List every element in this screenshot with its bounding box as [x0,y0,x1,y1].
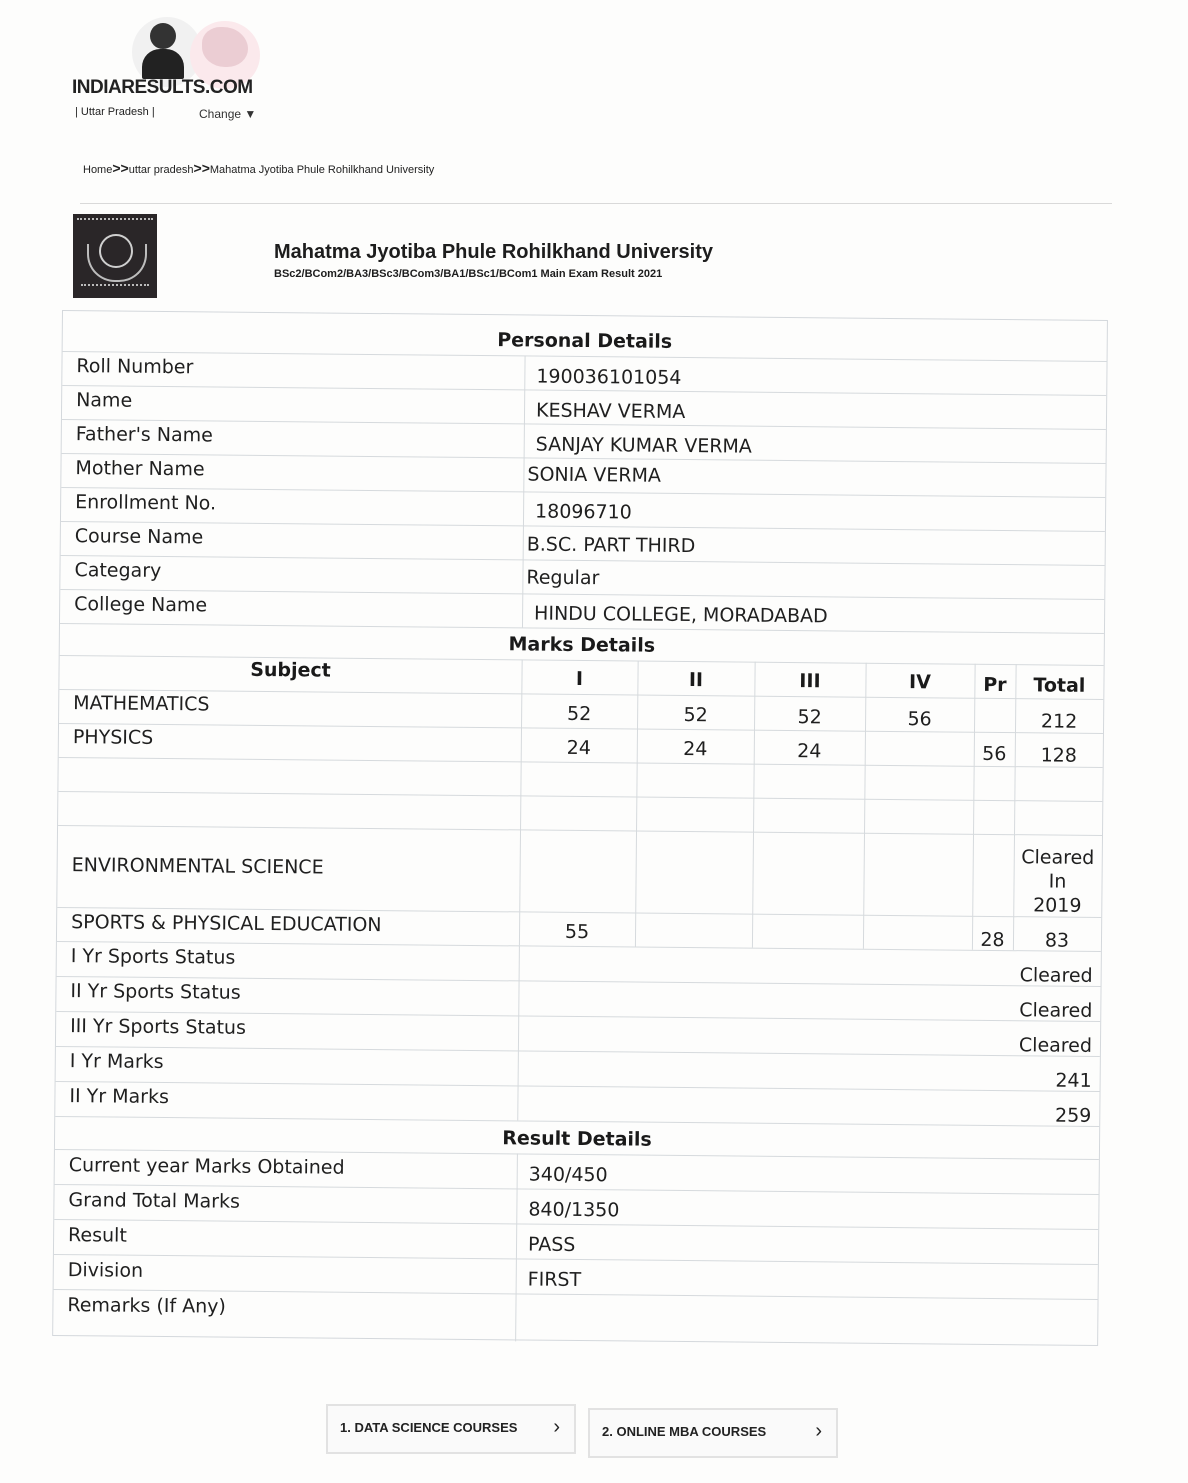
subject-column-header: Subject [250,658,331,682]
state-label: | Uttar Pradesh | [75,106,155,118]
enrollment-label: Enrollment No. [75,491,217,515]
category-label: Categary [74,559,162,582]
status-label: III Yr Sports Status [70,1015,247,1039]
name-value: KESHAV VERMA [535,399,686,423]
link-label: 1. DATA SCIENCE COURSES [340,1420,518,1435]
subject-name: PHYSICS [72,726,154,749]
subject-mark: 56 [907,708,932,731]
subject-mark: 24 [566,736,592,760]
breadcrumb-state[interactable]: uttar pradesh [128,164,194,176]
result-details-heading: Result Details [502,1127,652,1151]
father-name-value: SANJAY KUMAR VERMA [535,433,752,458]
divider [80,203,1112,204]
subject-total: 128 [1040,744,1077,767]
change-state-link[interactable]: Change ▼ [199,107,257,121]
exam-title: BSc2/BCom2/BA3/BSc3/BCom3/BA1/BSc1/BCom1 Main Exam Result 2021 [274,268,663,280]
grand-total-value: 840/1350 [528,1198,620,1222]
subject-mark: 28 [980,928,1005,952]
paper-4-column-header: IV [908,671,931,694]
subject-mark [865,742,974,743]
paper-1-column-header: I [575,667,584,691]
status-value: Cleared [1019,999,1093,1022]
person-body-icon [142,49,184,79]
paper-3-column-header: III [799,670,821,693]
subject-mark: 52 [797,706,822,729]
university-emblem-icon [73,214,157,298]
roll-number-value: 190036101054 [536,365,682,389]
status-value: Cleared [1018,1034,1093,1057]
breadcrumb-separator: >> [112,160,129,176]
breadcrumb [83,160,434,176]
result-value: PASS [527,1233,576,1256]
total-column-header: Total [1033,674,1086,697]
course-name-value: B.SC. PART THIRD [526,533,696,558]
table-row [57,907,1101,952]
breadcrumb-home[interactable]: Home [83,164,113,176]
category-value: Regular [526,566,600,590]
marks-details-heading: Marks Details [508,633,656,657]
divider [58,791,1102,802]
subject-name: SPORTS & PHYSICAL EDUCATION [71,911,382,937]
practical-column-header: Pr [983,673,1007,697]
online-mba-courses-link[interactable] [588,1408,838,1458]
mother-name-label: Mother Name [75,457,205,481]
result-label: Result [68,1224,127,1247]
subject-mark: 52 [566,702,592,726]
subject-name: ENVIRONMENTAL SCIENCE [71,854,324,879]
site-logo[interactable] [72,15,257,110]
column-divider [972,664,976,950]
roll-number-label: Roll Number [76,355,194,379]
subject-total: 83 [1044,929,1070,952]
env-science-status: Cleared In 2019 [1021,846,1095,917]
status-label: II Yr Sports Status [70,980,241,1004]
logo-text: INDIARESULTS.COM [72,77,253,98]
subject-mark: 52 [683,703,708,727]
subject-mark: 55 [564,920,590,944]
subject-mark: 24 [683,737,708,761]
enrollment-value: 18096710 [534,500,632,524]
personal-details-heading: Personal Details [497,329,673,353]
status-value: 241 [1055,1069,1092,1092]
breadcrumb-university[interactable]: Mahatma Jyotiba Phule Rohilkhand University [209,164,435,176]
up-map-icon [202,27,248,67]
grand-total-label: Grand Total Marks [68,1189,241,1213]
marks-obtained-label: Current year Marks Obtained [68,1154,345,1179]
chevron-right-icon: › [553,1416,560,1438]
status-label: II Yr Marks [69,1085,170,1109]
subject-mark: 24 [797,740,822,763]
division-label: Division [67,1259,144,1282]
college-name-label: College Name [74,593,208,617]
link-label: 2. ONLINE MBA COURSES [602,1424,767,1439]
chevron-right-icon: › [815,1420,822,1442]
status-value: 259 [1054,1104,1092,1127]
division-value: FIRST [527,1268,582,1292]
course-name-label: Course Name [74,525,204,549]
result-table [52,310,1108,1346]
column-divider [863,663,867,949]
father-name-label: Father's Name [75,423,213,447]
mother-name-value: SONIA VERMA [527,463,662,487]
remarks-label: Remarks (If Any) [67,1294,226,1318]
university-name: Mahatma Jyotiba Phule Rohilkhand University [274,241,713,263]
table-row [58,825,1102,917]
subject-total: 212 [1040,710,1078,733]
subject-name: MATHEMATICS [73,692,210,716]
college-name-value: HINDU COLLEGE, MORADABAD [534,602,828,628]
marks-obtained-value: 340/450 [528,1163,608,1187]
paper-2-column-header: II [688,669,704,692]
breadcrumb-separator: >> [193,160,210,176]
status-value: Cleared [1019,964,1093,987]
data-science-courses-link[interactable] [326,1404,576,1454]
name-label: Name [76,389,133,412]
status-label: I Yr Marks [69,1050,164,1074]
subject-mark: 56 [982,742,1007,766]
status-label: I Yr Sports Status [70,945,236,969]
person-head-icon [150,23,176,49]
